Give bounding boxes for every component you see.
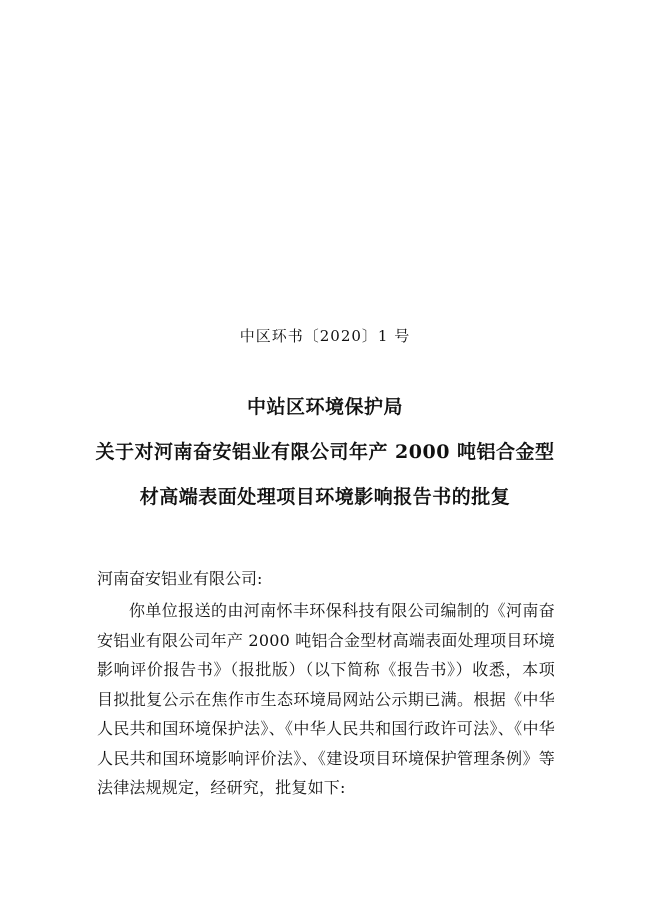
title-line-issuer: 中站区环境保护局: [246, 396, 403, 418]
title-line-subject-cont: 材高端表面处理项目环境影响报告书的批复: [139, 486, 511, 508]
recipient-line: 河南奋安铝业有限公司:: [97, 569, 263, 588]
title-line-subject: 关于对河南奋安铝业有限公司年产 2000 吨铝合金型: [95, 441, 555, 463]
document-number: 中区环书〔2020〕1 号: [239, 327, 411, 345]
body-paragraph: 你单位报送的由河南怀丰环保科技有限公司编制的《河南奋安铝业有限公司年产 2000 吨铝合金型材高端表面处理项目环境影响评价报告书》（报批版）（以下简称《报告书》）收悉，本项目拟批复公示在焦作市生态环境局网站公示期已满。根据《中华人民共和国环境保护法》、《中华人民共和国行政许可法》、《中华人民共和国环境影响评价法》、《建设项目环境保护管理条例》等法律法规规定，经研究，批复如下:: [97, 601, 555, 797]
